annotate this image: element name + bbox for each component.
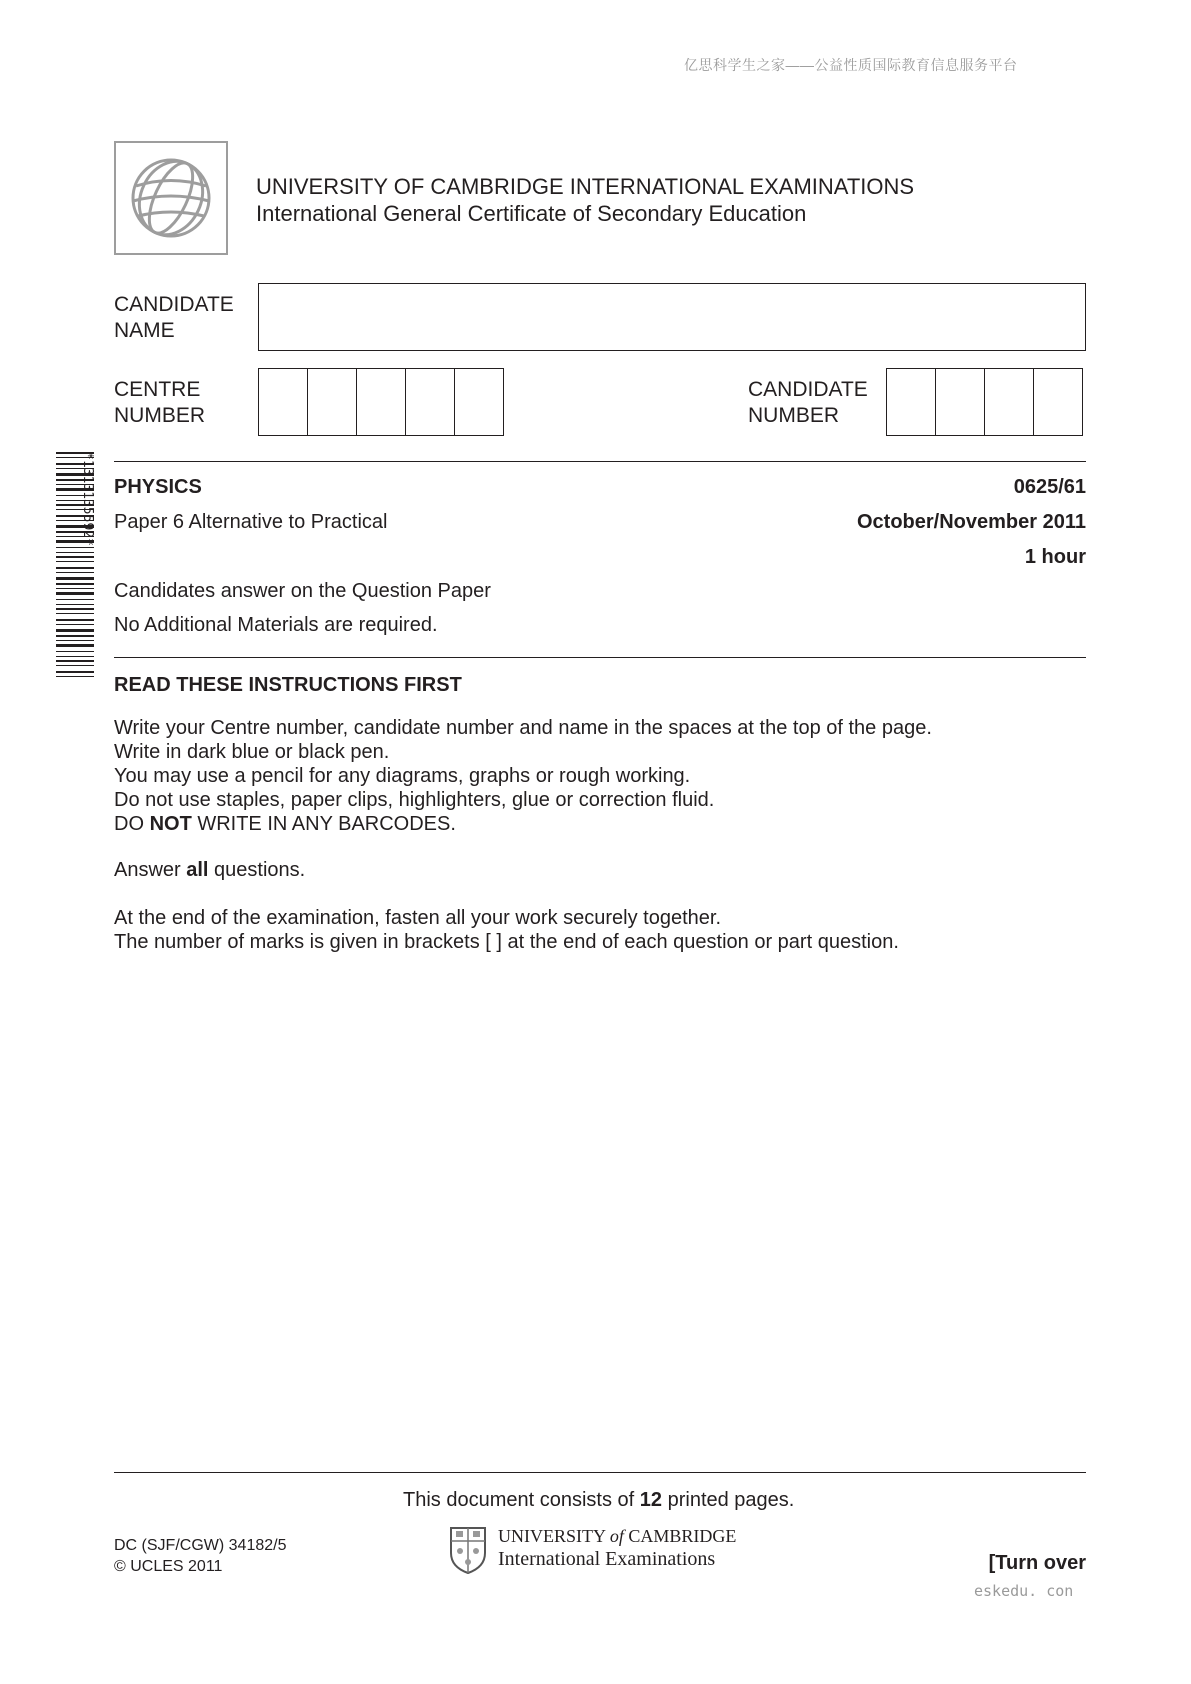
- exam-duration: 1 hour: [1024, 546, 1086, 568]
- copyright: © UCLES 2011: [114, 1558, 223, 1575]
- barcode: [40, 452, 100, 680]
- barcode-bar: [56, 635, 94, 637]
- barcode-bar: [56, 552, 94, 553]
- barcode-bar: [56, 629, 94, 632]
- instruction-text: DO: [114, 813, 150, 835]
- barcode-bar: [56, 640, 94, 641]
- barcode-text: *1313135592*: [80, 452, 95, 546]
- instructions-list: [114, 716, 932, 836]
- barcode-bar: [56, 556, 94, 558]
- barcode-bar: [56, 660, 94, 662]
- footer-text: printed pages.: [662, 1489, 795, 1511]
- barcode-bar: [56, 577, 94, 580]
- divider: [114, 657, 1086, 658]
- divider: [114, 1472, 1086, 1473]
- barcode-bar: [56, 547, 94, 548]
- barcode-bar: [56, 599, 94, 600]
- centre-number-digit-cell[interactable]: [356, 368, 406, 436]
- candidate-name-label: CANDIDATE NAME: [114, 293, 234, 342]
- candidate-number-field[interactable]: [886, 368, 1083, 436]
- globe-icon: [126, 153, 216, 243]
- subject: PHYSICS: [114, 476, 202, 498]
- materials-note: No Additional Materials are required.: [114, 614, 438, 636]
- watermark-bottom: eskedu. con: [974, 1582, 1074, 1600]
- cambridge-logo-subtitle: International Examinations: [498, 1548, 716, 1570]
- barcode-bar: [56, 656, 94, 657]
- barcode-bar: [56, 592, 94, 595]
- barcode-bar: [56, 651, 94, 652]
- candidate-number-digit-cell[interactable]: [886, 368, 936, 436]
- centre-number-digit-cell[interactable]: [405, 368, 455, 436]
- barcode-bar: [56, 671, 94, 673]
- instruction-line: The number of marks is given in brackets [ ] at the end of each question or part question.: [114, 931, 899, 953]
- paper-code: 0625/61: [1013, 476, 1086, 498]
- footer-text: This document consists of: [403, 1489, 640, 1511]
- centre-number-label: CENTRE NUMBER: [114, 378, 206, 427]
- instruction-emphasis: NOT: [149, 813, 192, 835]
- barcode-bar: [56, 588, 94, 589]
- cambridge-crest-icon: [448, 1525, 488, 1575]
- answer-note: Candidates answer on the Question Paper: [114, 580, 491, 602]
- barcode-bar: [56, 604, 94, 605]
- instruction-text: Answer: [114, 859, 187, 881]
- document-reference: DC (SJF/CGW) 34182/5: [114, 1537, 287, 1554]
- watermark-top: 亿思科学生之家——公益性质国际教育信息服务平台: [684, 57, 1018, 73]
- answer-instruction: [114, 859, 305, 882]
- barcode-bar: [56, 608, 94, 610]
- candidate-number-label: CANDIDATE NUMBER: [748, 378, 868, 427]
- page-count: 12: [639, 1489, 663, 1511]
- paper-title: Paper 6 Alternative to Practical: [114, 511, 388, 533]
- page-count-note: [403, 1489, 794, 1512]
- barcode-bar: [56, 583, 94, 585]
- centre-number-digit-cell[interactable]: [258, 368, 308, 436]
- instruction-text: questions.: [208, 859, 306, 881]
- candidate-number-digit-cell[interactable]: [984, 368, 1034, 436]
- centre-number-digit-cell[interactable]: [454, 368, 504, 436]
- barcode-bar: [56, 613, 94, 614]
- instruction-line: Write in dark blue or black pen.: [114, 741, 390, 763]
- barcode-bar: [56, 567, 94, 569]
- instruction-line: At the end of the examination, fasten all your work securely together.: [114, 907, 722, 929]
- barcode-bar: [56, 665, 94, 666]
- header-title: UNIVERSITY OF CAMBRIDGE INTERNATIONAL EXAMINATIONS: [256, 174, 915, 199]
- barcode-bar: [56, 572, 94, 573]
- barcode-bar: [56, 619, 94, 621]
- instruction-line: [114, 812, 932, 836]
- candidate-name-field[interactable]: [258, 283, 1086, 351]
- centre-number-field[interactable]: [258, 368, 504, 436]
- instruction-emphasis: all: [186, 859, 209, 881]
- instructions-heading: READ THESE INSTRUCTIONS FIRST: [114, 674, 462, 696]
- barcode-bar: [56, 676, 94, 677]
- barcode-bar: [56, 561, 94, 562]
- exam-session: October/November 2011: [857, 511, 1086, 533]
- logo-text: UNIVERSITY: [498, 1526, 606, 1546]
- divider: [114, 461, 1086, 462]
- logo-text: of: [609, 1526, 624, 1546]
- instruction-text: WRITE IN ANY BARCODES.: [191, 813, 456, 835]
- candidate-number-digit-cell[interactable]: [935, 368, 985, 436]
- instruction-line: Write your Centre number, candidate number and name in the spaces at the top of the page.: [114, 717, 932, 739]
- logo-text: CAMBRIDGE: [628, 1526, 737, 1546]
- cambridge-logo-wordmark: [498, 1526, 736, 1547]
- instruction-line: You may use a pencil for any diagrams, graphs or rough working.: [114, 765, 691, 787]
- cie-globe-logo: [114, 141, 228, 255]
- barcode-bar: [56, 624, 94, 625]
- header-subtitle: International General Certificate of Secondary Education: [256, 201, 807, 226]
- barcode-bar: [56, 644, 94, 647]
- instruction-line: Do not use staples, paper clips, highlighters, glue or correction fluid.: [114, 789, 715, 811]
- candidate-number-digit-cell[interactable]: [1033, 368, 1083, 436]
- centre-number-digit-cell[interactable]: [307, 368, 357, 436]
- end-instructions: [114, 906, 899, 954]
- turn-over: [Turn over: [988, 1552, 1086, 1574]
